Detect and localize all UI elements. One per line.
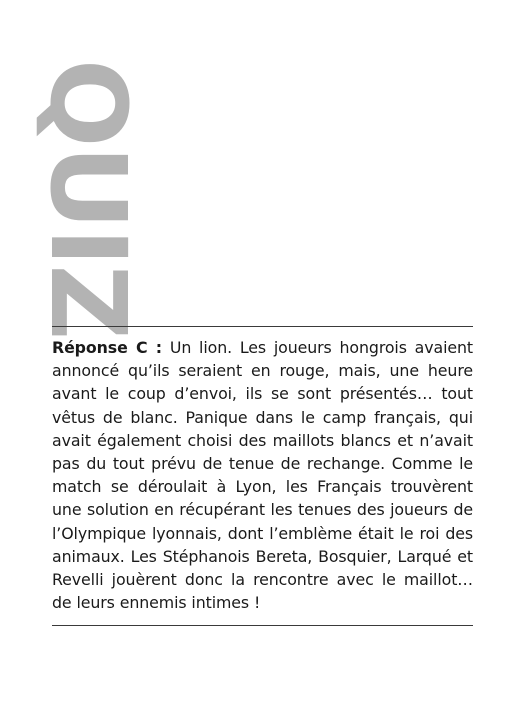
answer-text: Un lion. Les joueurs hongrois avaient annoncé qu’ils seraient en rouge, mais, une heure avant le coup d’envoi, ils se sont présentés… tout vêtus de blanc. Panique dans le camp français, qui avait également choisi des maillots blancs et n’avait pas du tout prévu de tenue de rechange. Comme le match se déroulait à Lyon, les Français trouvèrent une solution en récupérant les tenues des joueurs de l’Olympique lyonnais, dont l’emblème était le roi des animaux. Les Stéphanois Bereta, Bosquier, Larqué et Revelli jouèrent donc la rencontre avec le maillot… de leurs ennemis intimes ! <box>52 338 474 613</box>
answer-label: Réponse C : <box>52 338 163 357</box>
quiz-title-letter: I <box>27 227 149 265</box>
quiz-title-letter: U <box>27 145 149 228</box>
quiz-title-letter: Z <box>27 264 149 338</box>
quiz-title-letter: Q <box>27 59 149 146</box>
bottom-divider <box>52 625 473 626</box>
top-divider <box>52 326 473 327</box>
quiz-title <box>27 59 149 338</box>
answer-paragraph <box>52 336 473 614</box>
